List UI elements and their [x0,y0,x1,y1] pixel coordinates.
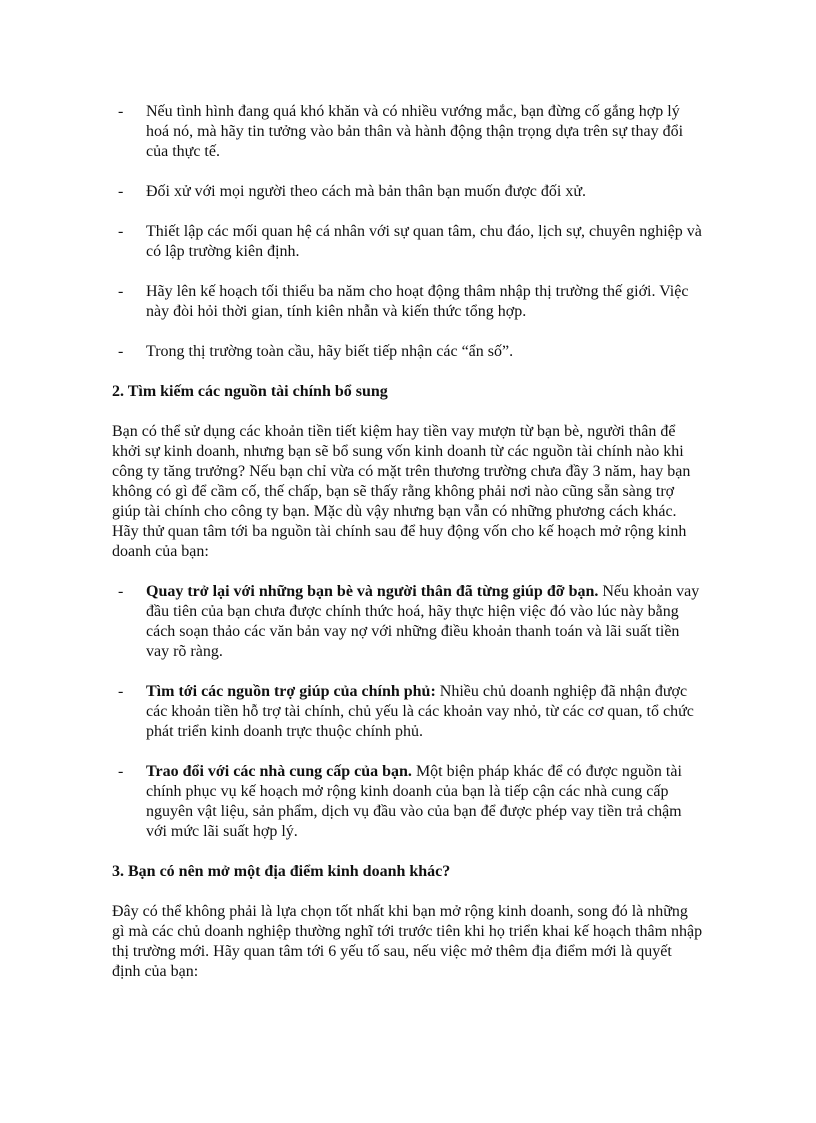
bullet-text: Đối xử với mọi người theo cách mà bản thân bạn muốn được đối xử. [146,183,586,200]
bullet-dash: - [118,223,124,240]
bullet-bold-lead: Trao đổi với các nhà cung cấp của bạn. [146,763,412,780]
bullet-dash: - [118,283,124,300]
bullet-dash: - [118,683,124,700]
bullet-item [112,102,704,162]
bullet-item [112,582,704,662]
bullet-item [112,682,704,742]
bullet-text: Một biện pháp khác để có được nguồn tài chính phục vụ kế hoạch mở rộng kinh doanh của bạn là tiếp cận các nhà cung cấp nguyên vật liệu, sản phẩm, dịch vụ đầu vào của bạn để được phép vay tiền trả chậm với mức lãi suất hợp lý. [146,763,682,840]
bullet-text: Nhiều chủ doanh nghiệp đã nhận được các khoản tiền hỗ trợ tài chính, chủ yếu là các khoản vay nhỏ, từ các cơ quan, tổ chức phát triển kinh doanh trực thuộc chính phủ. [146,683,694,740]
bullet-text: Nếu khoản vay đầu tiên của bạn chưa được chính thức hoá, hãy thực hiện việc đó vào lúc này bằng cách soạn thảo các văn bản vay nợ với những điều khoản thanh toán và lãi suất tiền vay rõ ràng. [146,583,700,660]
bullet-text: Nếu tình hình đang quá khó khăn và có nhiều vướng mắc, bạn đừng cố gắng hợp lý hoá nó, mà hãy tin tưởng vào bản thân và hành động thận trọng dựa trên sự thay đổi của thực tế. [146,103,684,160]
bullet-item [112,762,704,842]
bullet-bold-lead: Quay trở lại với những bạn bè và người thân đã từng giúp đỡ bạn. [146,583,599,600]
bullet-dash: - [118,183,124,200]
bullet-dash: - [118,763,124,780]
section-heading: 3. Bạn có nên mở một địa điểm kinh doanh khác? [112,863,451,880]
bullet-item [112,222,704,262]
section-heading: 2. Tìm kiếm các nguồn tài chính bổ sung [112,383,388,400]
bullet-text: Thiết lập các mối quan hệ cá nhân với sự quan tâm, chu đáo, lịch sự, chuyên nghiệp và có lập trường kiên định. [146,223,702,260]
section-paragraph: Đây có thể không phải là lựa chọn tốt nhất khi bạn mở rộng kinh doanh, song đó là những gì mà các chủ doanh nghiệp thường nghĩ tới trước tiên khi họ triển khai kế hoạch thâm nhập thị trường mới. Hãy quan tâm tới 6 yếu tố sau, nếu việc mở thêm địa điểm mới là quyết định của bạn: [112,903,703,980]
section-paragraph: Bạn có thể sử dụng các khoản tiền tiết kiệm hay tiền vay mượn từ bạn bè, người thân để khởi sự kinh doanh, nhưng bạn sẽ bổ sung vốn kinh doanh từ các nguồn tài chính nào khi công ty tăng trưởng? Nếu bạn chỉ vừa có mặt trên thương trường chưa đầy 3 năm, hay bạn không có gì để cầm cố, thế chấp, bạn sẽ thấy rằng không phải nơi nào cũng sẵn sàng trợ giúp tài chính cho công ty bạn. Mặc dù vậy nhưng bạn vẫn có những phương cách khác. Hãy thử quan tâm tới ba nguồn tài chính sau để huy động vốn cho kế hoạch mở rộng kinh doanh của bạn: [112,423,691,560]
bullet-item [112,342,704,362]
bullet-item [112,282,704,322]
bullet-text: Trong thị trường toàn cầu, hãy biết tiếp nhận các “ẩn số”. [146,343,514,360]
bullet-bold-lead: Tìm tới các nguồn trợ giúp của chính phủ: [146,683,436,700]
bullet-dash: - [118,343,124,360]
bullet-dash: - [118,103,124,120]
bullet-item [112,182,704,202]
bullet-dash: - [118,583,124,600]
bullet-text: Hãy lên kế hoạch tối thiểu ba năm cho hoạt động thâm nhập thị trường thế giới. Việc này đòi hỏi thời gian, tính kiên nhẫn và kiến thức tổng hợp. [146,283,689,320]
